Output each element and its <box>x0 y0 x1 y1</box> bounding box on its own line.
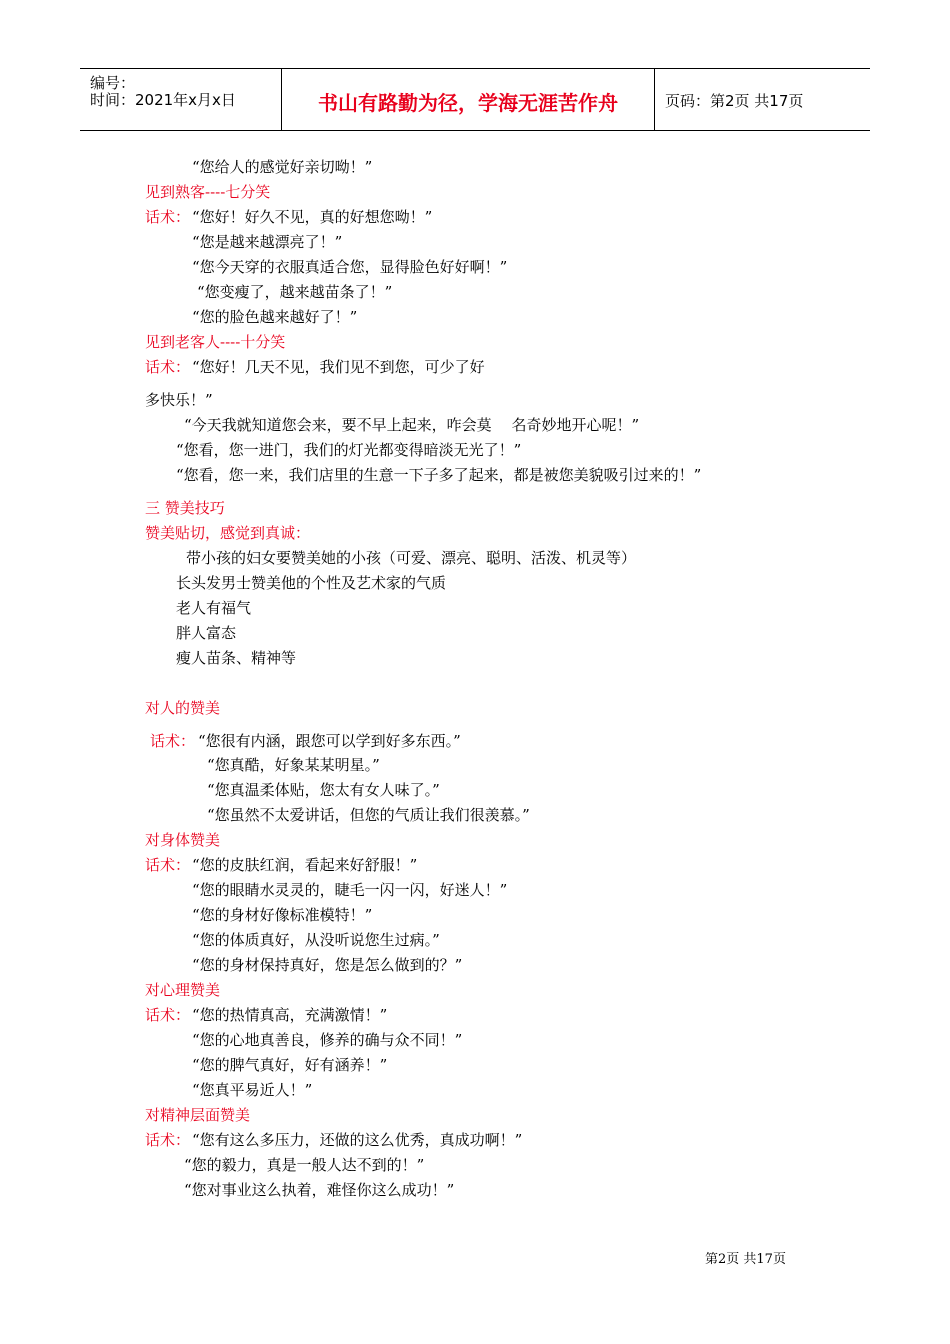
script-label: 话术： <box>150 732 196 750</box>
text-line: “您虽然不太爱讲话，但您的气质让我们很羡慕。” <box>207 806 530 824</box>
script-label: 话术： <box>145 358 191 376</box>
text-line: 带小孩的妇女要赞美她的小孩（可爱、漂亮、聪明、活泼、机灵等） <box>186 549 637 567</box>
text-line: “您变瘦了，越来越苗条了！” <box>197 283 393 301</box>
script-label: 话术： <box>145 1006 191 1024</box>
header-motto: 书山有路勤为径，学海无涯苦作舟 <box>318 91 618 115</box>
text-line: “您的脾气真好，好有涵养！” <box>192 1056 388 1074</box>
header-motto-cell <box>282 69 655 130</box>
text-line: “您好！几天不见，我们见不到您，可少了好 <box>192 358 485 376</box>
text-line: “您的脸色越来越好了！” <box>192 308 358 326</box>
text-line: “您给人的感觉好亲切呦！” <box>192 158 373 176</box>
text-line: “您真平易近人！” <box>192 1081 313 1099</box>
text-line: “您的身材保持真好，您是怎么做到的？” <box>192 956 463 974</box>
text-line: “您有这么多压力，还做的这么优秀，真成功啊！” <box>192 1131 523 1149</box>
section-heading-sincere-praise: 赞美贴切，感觉到真诚： <box>145 524 311 542</box>
text-line: “您的热情真高，充满激情！” <box>192 1006 388 1024</box>
header-meta-cell <box>80 69 282 130</box>
section-heading-praise-person: 对人的赞美 <box>145 699 221 717</box>
footer-page-number: 第2页 共17页 <box>705 1252 786 1267</box>
section-heading-old-customer: 见到老客人----十分笑 <box>145 333 286 351</box>
text-line: “您的心地真善良，修养的确与众不同！” <box>192 1031 463 1049</box>
text-line: “您今天穿的衣服真适合您，显得脸色好好啊！” <box>192 258 508 276</box>
text-line: “您的皮肤红润，看起来好舒服！” <box>192 856 418 874</box>
text-line: “您的身材好像标准模特！” <box>192 906 373 924</box>
text-line: 多快乐！” <box>145 391 213 409</box>
text-line: “您真酷，好象某某明星。” <box>207 756 380 774</box>
script-label: 话术： <box>145 856 191 874</box>
section-heading-praise-body: 对身体赞美 <box>145 831 221 849</box>
header-page-cell <box>655 69 869 130</box>
section-heading-praise-mind: 对心理赞美 <box>145 981 221 999</box>
script-label: 话术： <box>145 208 191 226</box>
text-line: 胖人富态 <box>176 624 237 642</box>
document-header <box>80 68 870 131</box>
text-line: “您的眼睛水灵灵的，睫毛一闪一闪，好迷人！” <box>192 881 508 899</box>
script-label: 话术： <box>145 1131 191 1149</box>
text-line: “您对事业这么执着，难怪你这么成功！” <box>184 1181 455 1199</box>
section-heading-praise-skills: 三 赞美技巧 <box>145 499 225 517</box>
text-line: 老人有福气 <box>176 599 252 617</box>
text-line: “您的体质真好，从没听说您生过病。” <box>192 931 440 949</box>
doc-number-label: 编号： <box>90 74 136 92</box>
text-line: 瘦人苗条、精神等 <box>176 649 297 667</box>
text-line: “您好！好久不见，真的好想您呦！” <box>192 208 433 226</box>
text-line: “今天我就知道您会来，要不早上起来，咋会莫 名奇妙地开心呢！” <box>184 416 640 434</box>
text-line: “您是越来越漂亮了！” <box>192 233 343 251</box>
text-line: “您很有内涵，跟您可以学到好多东西。” <box>198 732 461 750</box>
header-page-number: 页码：第2页 共17页 <box>665 92 804 110</box>
section-heading-praise-spirit: 对精神层面赞美 <box>145 1106 251 1124</box>
section-heading-regular-customer: 见到熟客----七分笑 <box>145 183 271 201</box>
doc-date-label: 时间：2021年x月x日 <box>90 91 236 109</box>
text-line: “您真温柔体贴，您太有女人味了。” <box>207 781 440 799</box>
text-line: 长头发男士赞美他的个性及艺术家的气质 <box>176 574 447 592</box>
text-line: “您看，您一进门，我们的灯光都变得暗淡无光了！” <box>176 441 522 459</box>
text-line: “您的毅力，真是一般人达不到的！” <box>184 1156 425 1174</box>
text-line: “您看，您一来，我们店里的生意一下子多了起来，都是被您美貌吸引过来的！” <box>176 466 702 484</box>
